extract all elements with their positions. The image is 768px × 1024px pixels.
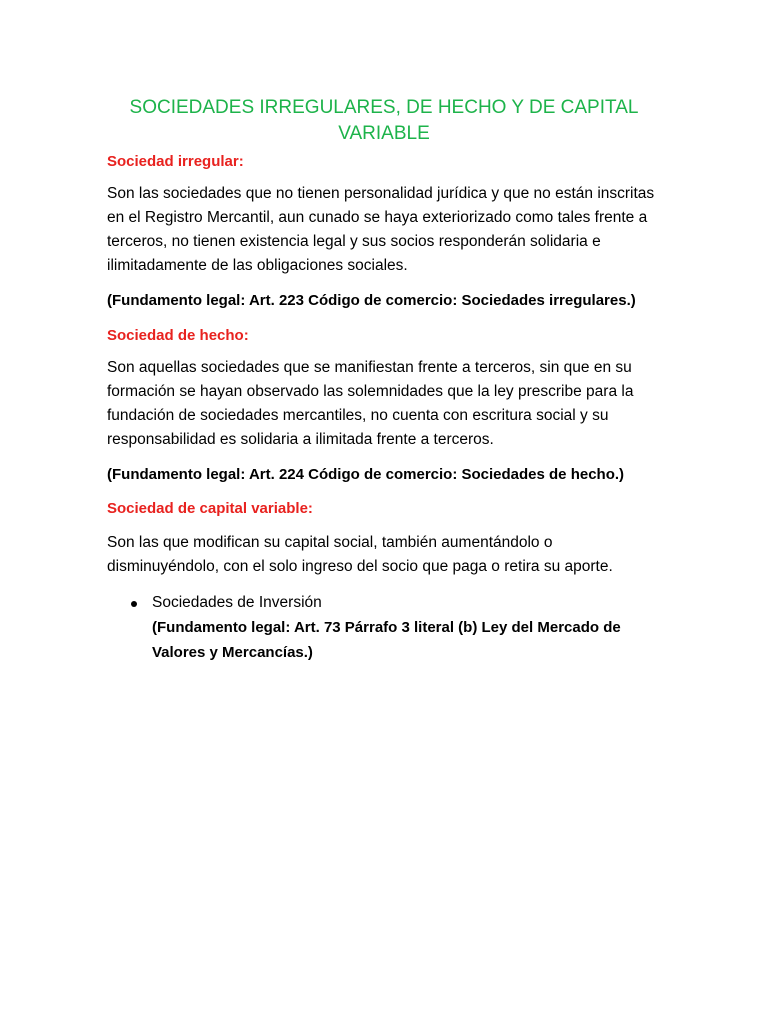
heading-sociedad-irregular: Sociedad irregular:	[107, 153, 244, 170]
document-title: SOCIEDADES IRREGULARES, DE HECHO Y DE CAPITAL VARIABLE	[129, 97, 639, 144]
heading-sociedad-de-hecho: Sociedad de hecho:	[107, 327, 249, 344]
body-sociedad-irregular: Son las sociedades que no tienen personalidad jurídica y que no están inscritas en el Registro Mercantil, aun cunado se haya exteriorizado como tales frente a terceros, no tienen existencia legal y sus socios responderán solidaria e ilimitadamente de las obligaciones sociales.	[107, 185, 655, 274]
body-sociedad-de-hecho: Son aquellas sociedades que se manifiestan frente a terceros, sin que en su formación se hayan observado las solemnidades que la ley prescribe para la fundación de sociedades mercantiles, no cuenta con escritura social y su responsabilidad es solidaria a ilimitada frente a terceros.	[107, 359, 634, 448]
bullet-item-legal-basis: (Fundamento legal: Art. 73 Párrafo 3 literal (b) Ley del Mercado de Valores y Mercancías.)	[152, 619, 621, 661]
body-sociedad-capital-variable: Son las que modifican su capital social, también aumentándolo o disminuyéndolo, con el solo ingreso del socio que paga o retira su aporte.	[107, 534, 613, 575]
list-item	[131, 592, 671, 665]
legal-basis-sociedad-irregular: (Fundamento legal: Art. 223 Código de comercio: Sociedades irregulares.)	[107, 292, 636, 309]
bullet-item-text: Sociedades de Inversión	[152, 594, 322, 611]
heading-sociedad-capital-variable: Sociedad de capital variable:	[107, 500, 313, 517]
bullet-icon	[131, 601, 137, 607]
bullet-list	[131, 592, 671, 665]
legal-basis-sociedad-de-hecho: (Fundamento legal: Art. 224 Código de comercio: Sociedades de hecho.)	[107, 466, 625, 483]
